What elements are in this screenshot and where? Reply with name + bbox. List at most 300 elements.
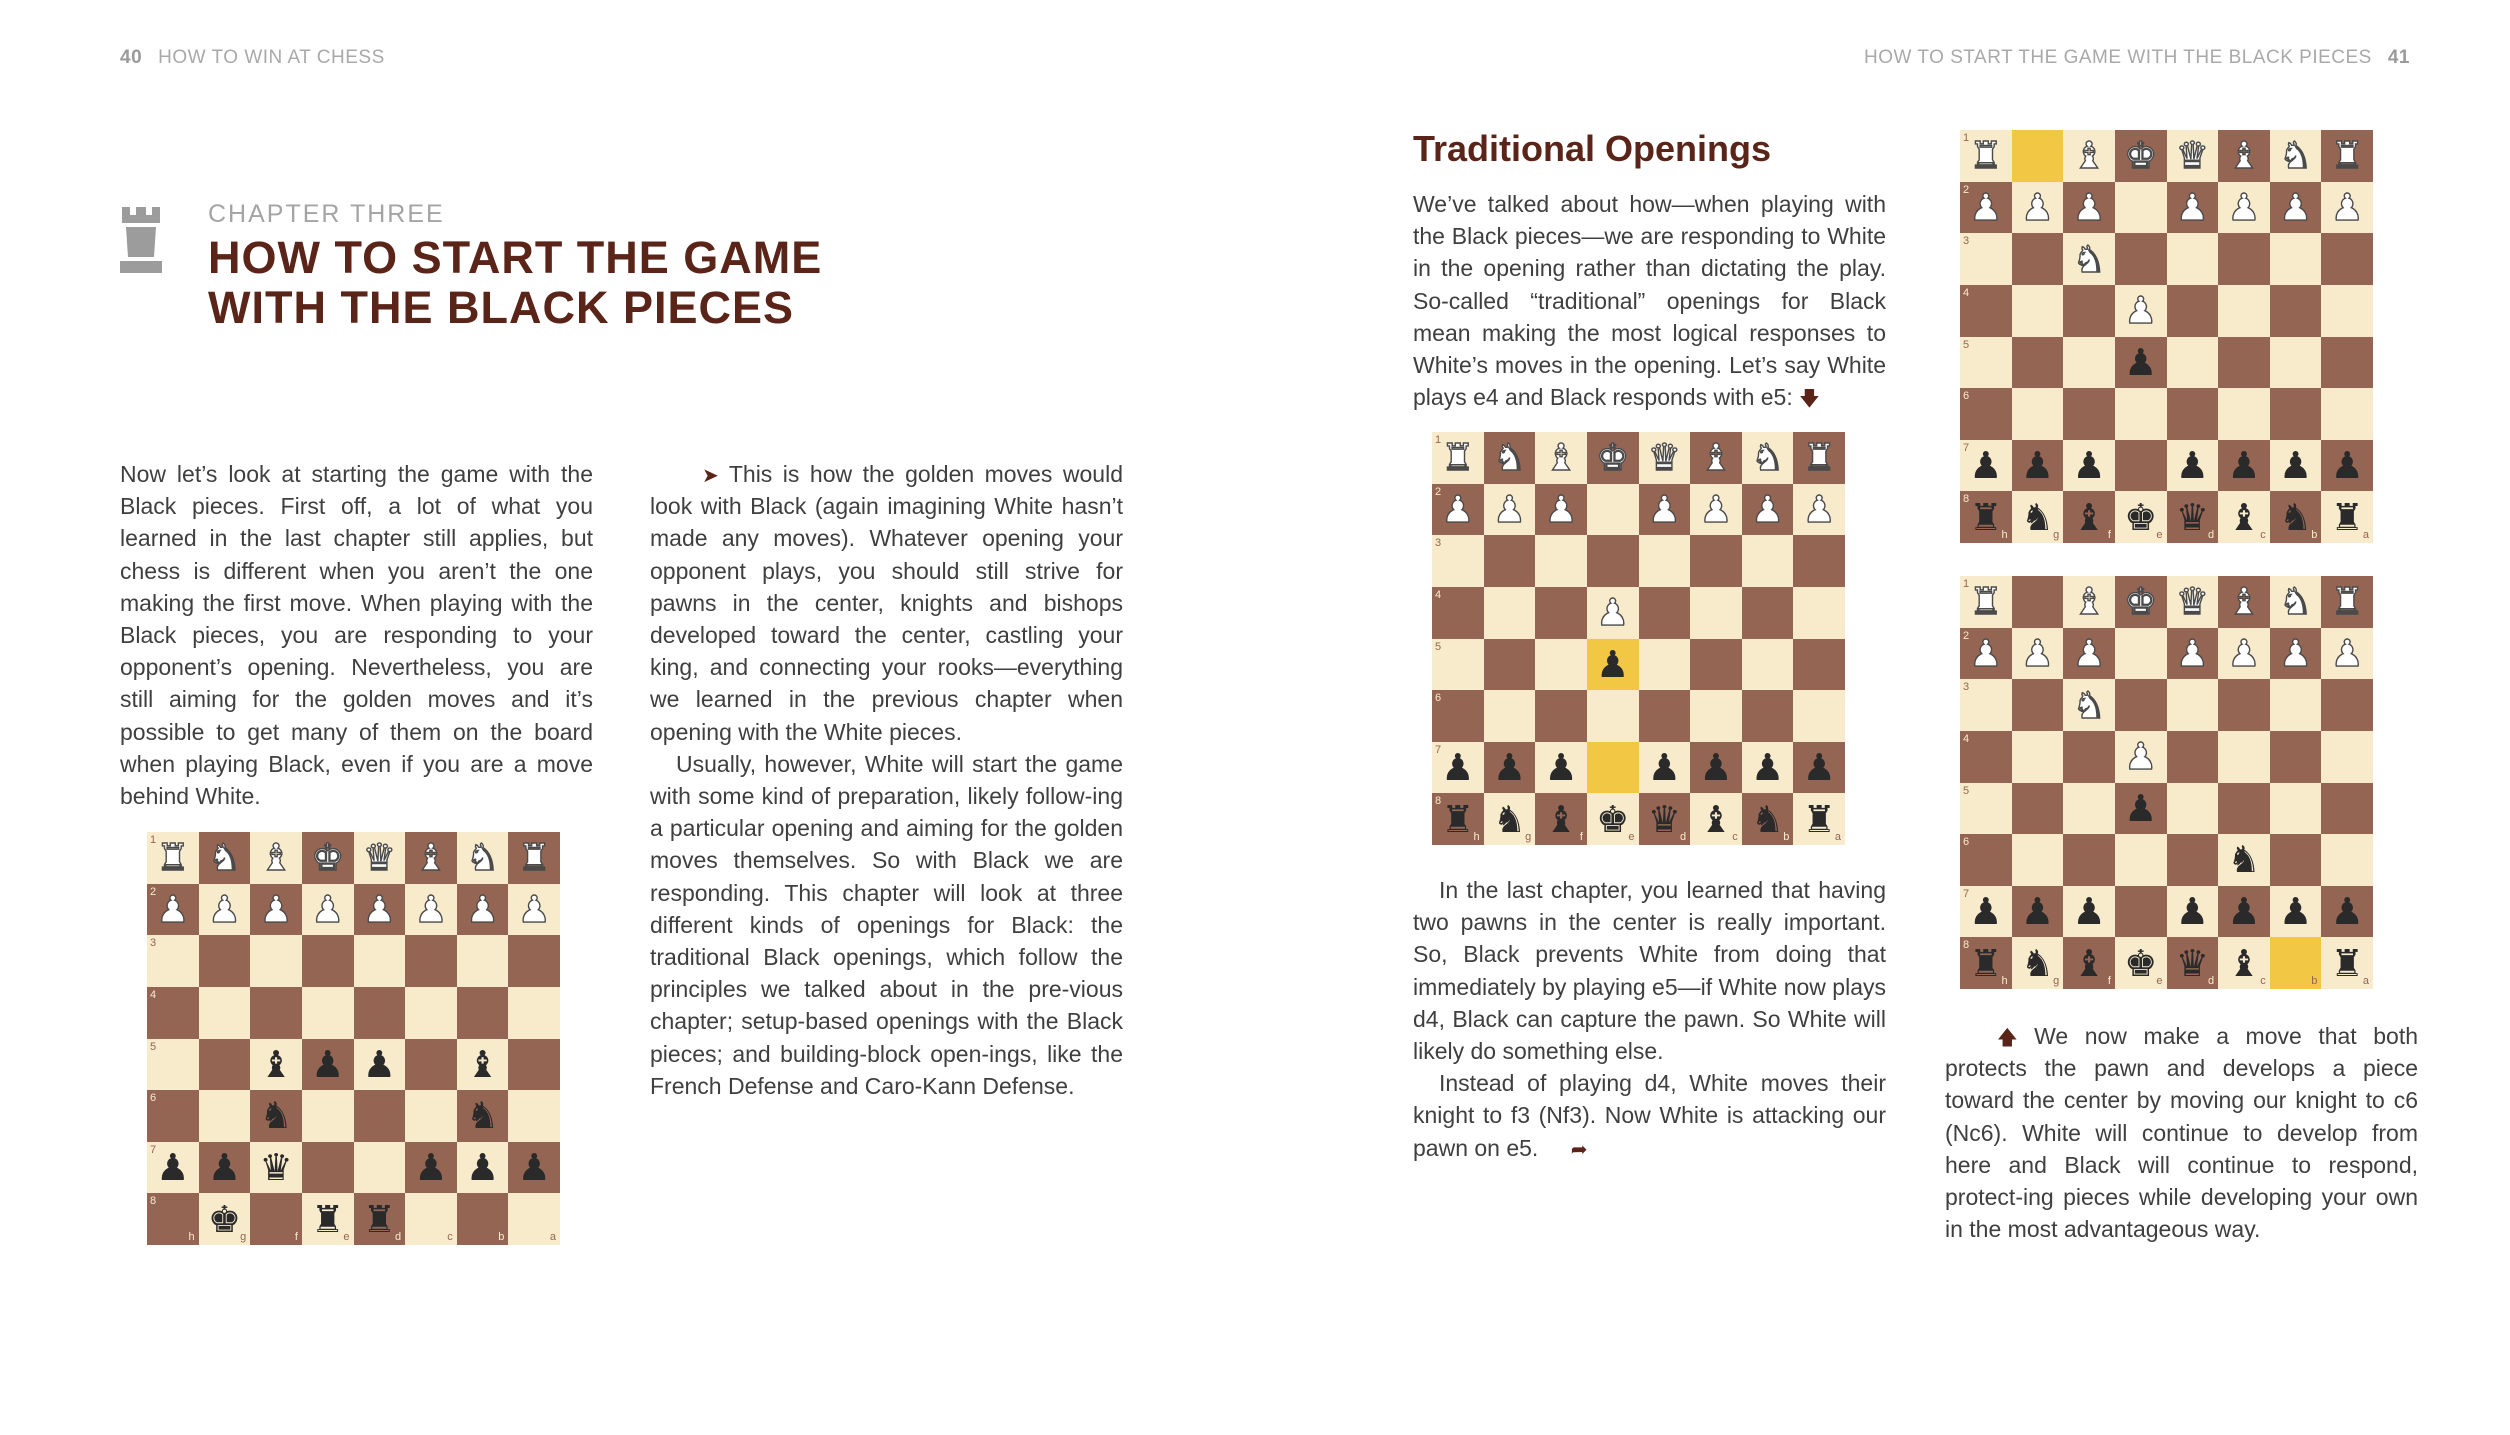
board-square xyxy=(2270,233,2322,285)
file-label: h xyxy=(188,1231,195,1243)
board-square xyxy=(2115,679,2167,731)
board-square xyxy=(2321,679,2373,731)
white-bishop-icon: ♝ xyxy=(1699,437,1733,479)
file-label: h xyxy=(2001,975,2008,987)
board-square xyxy=(302,1090,354,1142)
board-square xyxy=(2012,182,2064,234)
board-square xyxy=(2115,182,2167,234)
board-square xyxy=(2321,576,2373,628)
board-square xyxy=(354,1193,406,1245)
board-square xyxy=(199,935,251,987)
white-knight-icon: ♞ xyxy=(465,837,500,879)
black-pawn-icon: ♟ xyxy=(1492,747,1527,789)
board-square xyxy=(2063,679,2115,731)
black-king-icon: ♚ xyxy=(1596,798,1630,840)
board-square xyxy=(2218,731,2270,783)
board-square xyxy=(2012,491,2064,543)
board-square xyxy=(2321,337,2373,389)
board-square xyxy=(2218,679,2270,731)
board-square xyxy=(1587,793,1639,845)
board-square xyxy=(1960,834,2012,886)
board-square xyxy=(147,1142,199,1194)
board-square xyxy=(354,1090,406,1142)
board-square xyxy=(1793,742,1845,794)
board-square xyxy=(354,1039,406,1091)
board-square xyxy=(2115,886,2167,938)
board-square xyxy=(2321,834,2373,886)
board-square xyxy=(508,884,560,936)
board-square xyxy=(1742,432,1794,484)
board-square xyxy=(1484,587,1536,639)
white-pawn-icon: ♟ xyxy=(1544,488,1578,530)
board-square xyxy=(2063,783,2115,835)
board-square xyxy=(2321,491,2373,543)
board-square xyxy=(1639,432,1691,484)
white-pawn-icon: ♟ xyxy=(1699,488,1733,530)
white-king-icon: ♚ xyxy=(1596,437,1630,479)
black-knight-icon: ♞ xyxy=(2020,942,2055,984)
board-square xyxy=(2321,937,2373,989)
file-label: b xyxy=(2311,529,2318,541)
board-square xyxy=(1587,535,1639,587)
board-square xyxy=(2115,285,2167,337)
board-square xyxy=(2063,285,2115,337)
board-square xyxy=(1793,484,1845,536)
black-pawn-icon: ♟ xyxy=(1441,747,1475,789)
board-square xyxy=(250,987,302,1039)
board-square xyxy=(508,1090,560,1142)
board-square xyxy=(1960,337,2012,389)
white-pawn-icon: ♟ xyxy=(207,888,242,930)
board-square xyxy=(250,1142,302,1194)
black-pawn-icon: ♟ xyxy=(1969,891,2003,933)
black-pawn-icon: ♟ xyxy=(2124,787,2158,829)
board-square xyxy=(1742,639,1794,691)
white-rook-icon: ♜ xyxy=(1802,437,1836,479)
board-square xyxy=(2218,576,2270,628)
board-square xyxy=(199,1142,251,1194)
board-square xyxy=(2012,783,2064,835)
board-square xyxy=(1484,742,1536,794)
black-rook-icon: ♜ xyxy=(1969,496,2003,538)
board-square xyxy=(2063,491,2115,543)
golden-moves-column xyxy=(650,458,1123,1102)
board-square xyxy=(1432,793,1484,845)
board-square xyxy=(199,884,251,936)
white-pawn-icon: ♟ xyxy=(156,888,190,930)
board-square xyxy=(2115,628,2167,680)
board-square xyxy=(199,1090,251,1142)
white-pawn-icon: ♟ xyxy=(1647,488,1681,530)
board-square xyxy=(1432,587,1484,639)
white-pawn-icon: ♟ xyxy=(2330,186,2364,228)
white-rook-icon: ♜ xyxy=(1969,581,2003,623)
rank-label: 6 xyxy=(150,1092,157,1105)
board-square xyxy=(2167,130,2219,182)
board-square xyxy=(1639,639,1691,691)
nc6-text: We now make a move that both protects the pawn and develops a piece toward the center by moving our knight to c6 (Nc6). White will continue to develop from here and Black will continue to respond, protect-ing pieces while developing your own in the most advantageous way. xyxy=(1945,1023,2419,1243)
board-square xyxy=(2218,285,2270,337)
board-square xyxy=(1484,535,1536,587)
white-rook-icon: ♜ xyxy=(2330,581,2364,623)
board-square xyxy=(2115,388,2167,440)
board-square xyxy=(2063,388,2115,440)
file-label: a xyxy=(2362,529,2369,541)
board-square xyxy=(2218,491,2270,543)
board-square xyxy=(1690,432,1742,484)
board-square xyxy=(405,1193,457,1245)
white-pawn-icon: ♟ xyxy=(517,888,551,930)
chessboard-nf3 xyxy=(1960,130,2373,543)
board-square xyxy=(405,987,457,1039)
black-pawn-icon: ♟ xyxy=(2278,445,2313,487)
board-square xyxy=(1432,639,1484,691)
file-label: f xyxy=(294,1231,298,1243)
black-queen-icon: ♛ xyxy=(1647,798,1681,840)
board-square xyxy=(2012,731,2064,783)
board-square xyxy=(2063,576,2115,628)
black-pawn-icon: ♟ xyxy=(2020,891,2055,933)
board-square xyxy=(2218,834,2270,886)
board-square xyxy=(2218,440,2270,492)
black-bishop-icon: ♝ xyxy=(2227,496,2261,538)
white-knight-icon: ♞ xyxy=(2072,238,2106,280)
white-queen-icon: ♛ xyxy=(1647,437,1681,479)
board-square xyxy=(1690,535,1742,587)
board-square xyxy=(1690,639,1742,691)
rank-label: 7 xyxy=(1963,441,1970,454)
file-label: e xyxy=(2156,975,2163,987)
rank-label: 2 xyxy=(1963,183,1970,196)
board-square xyxy=(2167,388,2219,440)
nf3-text: Instead of playing d4, White moves their knight to f3 (Nf3). Now White is attacking our pawn on e5. xyxy=(1413,1070,1886,1161)
board-square xyxy=(457,935,509,987)
board-square xyxy=(1793,535,1845,587)
white-pawn-icon: ♟ xyxy=(2175,632,2209,674)
board-square xyxy=(354,987,406,1039)
board-square xyxy=(508,832,560,884)
board-square xyxy=(2012,285,2064,337)
black-pawn-icon: ♟ xyxy=(156,1147,190,1189)
file-label: b xyxy=(498,1231,505,1243)
board-square xyxy=(1793,793,1845,845)
board-square xyxy=(1432,432,1484,484)
board-square xyxy=(2167,337,2219,389)
board-square xyxy=(1535,742,1587,794)
black-pawn-icon: ♟ xyxy=(2175,445,2209,487)
board-square xyxy=(1639,793,1691,845)
black-knight-icon: ♞ xyxy=(2020,496,2055,538)
rank-label: 2 xyxy=(1435,485,1442,498)
white-knight-icon: ♞ xyxy=(2072,684,2106,726)
rank-label: 7 xyxy=(150,1143,157,1156)
white-queen-icon: ♛ xyxy=(362,837,396,879)
white-pawn-icon: ♟ xyxy=(362,888,396,930)
rook-icon xyxy=(116,205,166,275)
board-square xyxy=(1535,793,1587,845)
board-square xyxy=(1960,388,2012,440)
white-pawn-icon: ♟ xyxy=(259,888,293,930)
board-square xyxy=(508,935,560,987)
board-square xyxy=(1690,587,1742,639)
black-pawn-icon: ♟ xyxy=(2330,891,2364,933)
board-square xyxy=(508,987,560,1039)
board-square xyxy=(2063,337,2115,389)
white-rook-icon: ♜ xyxy=(517,837,551,879)
black-pawn-icon: ♟ xyxy=(2227,891,2261,933)
board-square xyxy=(302,1193,354,1245)
file-label: d xyxy=(1680,831,1687,843)
file-label: d xyxy=(2208,529,2215,541)
board-square xyxy=(250,832,302,884)
board-square xyxy=(1793,432,1845,484)
white-pawn-icon: ♟ xyxy=(1969,632,2003,674)
board-square xyxy=(1960,130,2012,182)
rank-label: 4 xyxy=(1963,732,1970,745)
black-pawn-icon: ♟ xyxy=(1969,445,2003,487)
board-square xyxy=(2063,130,2115,182)
rank-label: 5 xyxy=(1435,640,1442,653)
board-square xyxy=(2063,731,2115,783)
board-square xyxy=(2270,679,2322,731)
board-square xyxy=(1960,182,2012,234)
white-queen-icon: ♛ xyxy=(2175,581,2209,623)
board-square xyxy=(2012,337,2064,389)
board-square xyxy=(1742,793,1794,845)
board-square xyxy=(405,935,457,987)
board-square xyxy=(405,832,457,884)
chessboard-nc6 xyxy=(1960,576,2373,989)
white-pawn-icon: ♟ xyxy=(2072,186,2106,228)
board-square xyxy=(2063,937,2115,989)
black-pawn-icon: ♟ xyxy=(2020,445,2055,487)
black-bishop-icon: ♝ xyxy=(1699,798,1733,840)
board-square xyxy=(1960,628,2012,680)
board-square xyxy=(2321,388,2373,440)
white-pawn-icon: ♟ xyxy=(2278,186,2313,228)
board-square xyxy=(1960,886,2012,938)
white-pawn-icon: ♟ xyxy=(2278,632,2313,674)
board-square xyxy=(199,987,251,1039)
board-square xyxy=(2270,576,2322,628)
board-square xyxy=(2167,285,2219,337)
board-square xyxy=(405,884,457,936)
board-square xyxy=(2115,834,2167,886)
black-rook-icon: ♜ xyxy=(2330,942,2364,984)
board-square xyxy=(2115,233,2167,285)
rank-label: 6 xyxy=(1435,692,1442,705)
board-square xyxy=(2321,731,2373,783)
black-rook-icon: ♜ xyxy=(2330,496,2364,538)
board-square xyxy=(1432,742,1484,794)
board-square xyxy=(1535,432,1587,484)
white-bishop-icon: ♝ xyxy=(414,837,448,879)
board-square xyxy=(1535,535,1587,587)
file-label: a xyxy=(1834,831,1841,843)
board-square xyxy=(457,1039,509,1091)
board-square xyxy=(405,1039,457,1091)
board-square xyxy=(1639,690,1691,742)
black-pawn-icon: ♟ xyxy=(1750,747,1785,789)
rank-label: 1 xyxy=(1963,132,1970,144)
board-square xyxy=(1639,587,1691,639)
rank-label: 1 xyxy=(1435,434,1442,446)
board-square xyxy=(302,884,354,936)
board-square xyxy=(1960,783,2012,835)
white-queen-icon: ♛ xyxy=(2175,135,2209,177)
white-knight-icon: ♞ xyxy=(2278,135,2313,177)
black-rook-icon: ♜ xyxy=(1441,798,1475,840)
white-pawn-icon: ♟ xyxy=(1441,488,1475,530)
board-square xyxy=(1960,576,2012,628)
board-square xyxy=(1587,587,1639,639)
chessboard-golden-moves xyxy=(147,832,560,1245)
white-pawn-icon: ♟ xyxy=(2072,632,2106,674)
arrow-down-icon: 🡇 xyxy=(1799,388,1820,411)
board-square xyxy=(2012,576,2064,628)
black-knight-icon: ♞ xyxy=(1750,798,1785,840)
arrow-left-icon: ➤ xyxy=(702,465,719,487)
page-number-left: 40 xyxy=(120,47,143,68)
black-pawn-icon: ♟ xyxy=(2227,445,2261,487)
board-square xyxy=(2218,937,2270,989)
file-label: e xyxy=(2156,529,2163,541)
board-square xyxy=(1960,233,2012,285)
board-square xyxy=(302,832,354,884)
arrow-left-down-icon: ➦ xyxy=(1570,1138,1588,1161)
board-square xyxy=(457,1193,509,1245)
rank-label: 3 xyxy=(1963,681,1970,694)
board-square xyxy=(2167,783,2219,835)
white-pawn-icon: ♟ xyxy=(2175,186,2209,228)
white-pawn-icon: ♟ xyxy=(2124,290,2158,332)
black-pawn-icon: ♟ xyxy=(1544,747,1578,789)
white-pawn-icon: ♟ xyxy=(2227,632,2261,674)
white-king-icon: ♚ xyxy=(311,837,345,879)
file-label: g xyxy=(240,1231,247,1243)
center-pawns-paragraph: In the last chapter, you learned that having two pawns in the center is really important. So, Black prevents White from doing that immediately by playing e5—if White now plays d4, Black can capture the pawn. So White will likely do something else. xyxy=(1413,877,1886,1065)
rank-label: 1 xyxy=(1963,578,1970,590)
board-square xyxy=(2063,440,2115,492)
black-bishop-icon: ♝ xyxy=(465,1043,500,1085)
board-square xyxy=(354,832,406,884)
board-square xyxy=(250,1090,302,1142)
white-knight-icon: ♞ xyxy=(1492,437,1527,479)
file-label: f xyxy=(2107,529,2111,541)
board-square xyxy=(250,1193,302,1245)
black-queen-icon: ♛ xyxy=(259,1147,293,1189)
file-label: e xyxy=(1628,831,1635,843)
board-square xyxy=(302,1039,354,1091)
file-label: h xyxy=(2001,529,2008,541)
board-square xyxy=(2167,440,2219,492)
black-knight-icon: ♞ xyxy=(2278,496,2313,538)
board-square xyxy=(1960,491,2012,543)
board-square xyxy=(1535,690,1587,742)
board-square xyxy=(2012,628,2064,680)
board-square xyxy=(2321,628,2373,680)
intro-column xyxy=(120,458,593,812)
rank-label: 4 xyxy=(1963,286,1970,299)
chapter-title-line1: HOW TO START THE GAME xyxy=(208,232,823,283)
rank-label: 4 xyxy=(150,988,157,1001)
golden-moves-paragraph xyxy=(650,458,1123,748)
board-square xyxy=(147,832,199,884)
white-bishop-icon: ♝ xyxy=(2227,135,2261,177)
board-square xyxy=(2218,130,2270,182)
board-square xyxy=(1793,639,1845,691)
board-square xyxy=(2167,491,2219,543)
board-square xyxy=(1690,484,1742,536)
board-square xyxy=(2012,440,2064,492)
preparation-paragraph: Usually, however, White will start the game with some kind of preparation, likely follow-ing a particular opening and aiming for the golden moves themselves. So with Black we are responding. This chapter will look at three different kinds of openings for Black: the traditional Black openings, which follow the principles we talked about in the pre-vious chapter; setup-based openings with the Black pieces; and building-block open-ings, like the French Defense and Caro-Kann Defense. xyxy=(650,750,1123,1099)
white-knight-icon: ♞ xyxy=(207,837,242,879)
board-square xyxy=(2115,576,2167,628)
white-bishop-icon: ♝ xyxy=(2072,135,2106,177)
file-label: d xyxy=(395,1231,402,1243)
board-square xyxy=(2167,576,2219,628)
board-square xyxy=(457,1142,509,1194)
board-square xyxy=(2167,937,2219,989)
rank-label: 8 xyxy=(1963,939,1970,952)
board-square xyxy=(2115,491,2167,543)
board-square xyxy=(1587,484,1639,536)
board-square xyxy=(147,987,199,1039)
white-rook-icon: ♜ xyxy=(1441,437,1475,479)
board-square xyxy=(250,935,302,987)
black-knight-icon: ♞ xyxy=(1492,798,1527,840)
board-square xyxy=(2012,233,2064,285)
board-square xyxy=(2167,834,2219,886)
arrow-up-icon: 🡅 xyxy=(1997,1027,2018,1049)
file-label: f xyxy=(2107,975,2111,987)
board-square xyxy=(1690,690,1742,742)
board-square xyxy=(1793,587,1845,639)
board-square xyxy=(147,935,199,987)
board-square xyxy=(2063,182,2115,234)
board-square xyxy=(2270,937,2322,989)
board-square xyxy=(354,884,406,936)
board-square xyxy=(147,884,199,936)
white-bishop-icon: ♝ xyxy=(259,837,293,879)
board-square xyxy=(1587,639,1639,691)
board-square xyxy=(2270,731,2322,783)
board-square xyxy=(1432,484,1484,536)
file-label: c xyxy=(2260,529,2266,541)
rank-label: 3 xyxy=(150,937,157,950)
white-pawn-icon: ♟ xyxy=(2020,632,2055,674)
nc6-paragraph xyxy=(1945,1020,2418,1245)
black-rook-icon: ♜ xyxy=(362,1198,396,1240)
board-square xyxy=(2218,783,2270,835)
board-square xyxy=(2321,285,2373,337)
nf3-paragraph xyxy=(1413,1067,1886,1164)
white-rook-icon: ♜ xyxy=(156,837,190,879)
black-bishop-icon: ♝ xyxy=(2072,942,2106,984)
white-knight-icon: ♞ xyxy=(1750,437,1785,479)
black-king-icon: ♚ xyxy=(2124,496,2158,538)
board-square xyxy=(508,1193,560,1245)
black-pawn-icon: ♟ xyxy=(207,1147,242,1189)
board-square xyxy=(2218,182,2270,234)
black-pawn-icon: ♟ xyxy=(362,1043,396,1085)
board-square xyxy=(2115,130,2167,182)
board-square xyxy=(1484,793,1536,845)
board-square xyxy=(354,1142,406,1194)
board-square xyxy=(250,1039,302,1091)
black-pawn-icon: ♟ xyxy=(2175,891,2209,933)
running-head-left xyxy=(120,47,385,69)
